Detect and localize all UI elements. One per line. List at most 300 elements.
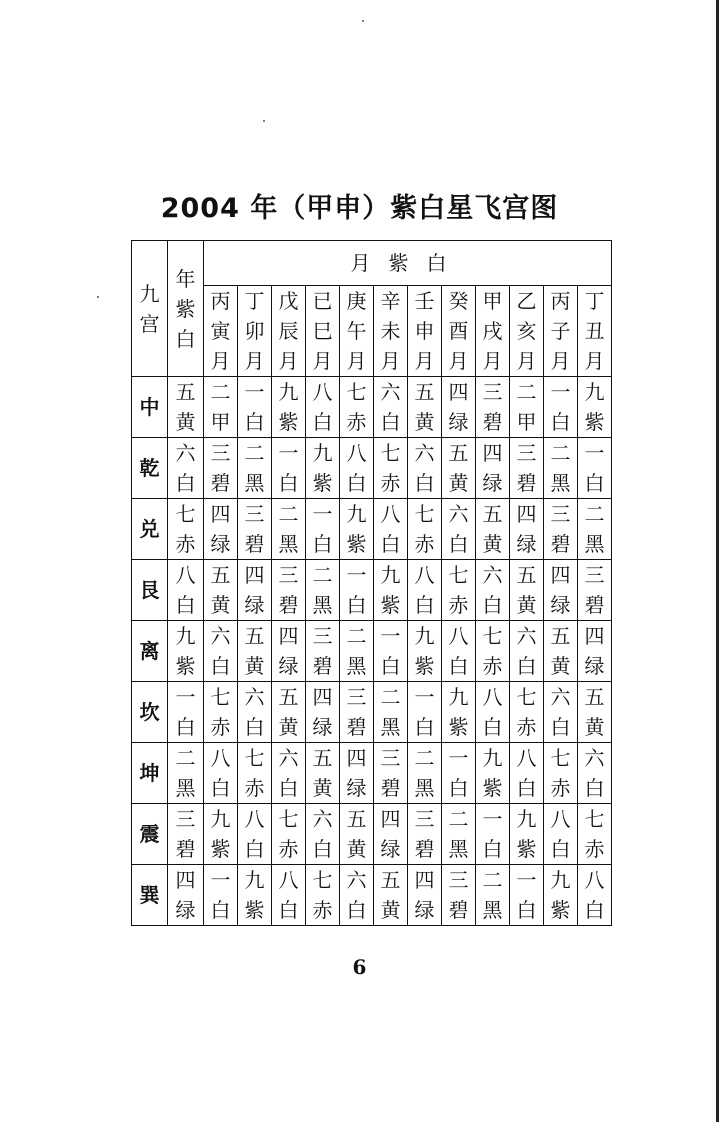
star-char: 白 xyxy=(516,776,537,800)
month-star-cell xyxy=(442,865,476,926)
star-char: 四 xyxy=(516,502,537,526)
star-char: 一 xyxy=(414,685,435,709)
month-star-cell xyxy=(340,621,374,682)
table-row xyxy=(132,682,612,743)
star-char: 五 xyxy=(584,685,605,709)
star-char: 白 xyxy=(210,654,231,678)
star-char: 碧 xyxy=(278,593,299,617)
star-char: 白 xyxy=(210,776,231,800)
month-star-cell xyxy=(238,743,272,804)
month-star-cell xyxy=(578,438,612,499)
star-char: 白 xyxy=(584,471,605,495)
month-name-char: 月 xyxy=(584,349,605,373)
month-name-char: 午 xyxy=(346,319,367,343)
month-star-cell xyxy=(306,804,340,865)
palace-cell: 巽 xyxy=(132,865,168,926)
star-char: 八 xyxy=(584,868,605,892)
star-char: 一 xyxy=(346,563,367,587)
month-name-cell xyxy=(408,286,442,377)
star-char: 二 xyxy=(346,624,367,648)
month-name-char: 月 xyxy=(414,349,435,373)
month-star-cell xyxy=(238,621,272,682)
month-star-cell xyxy=(408,743,442,804)
star-char: 赤 xyxy=(312,898,333,922)
month-star-cell xyxy=(408,377,442,438)
palace-cell: 兑 xyxy=(132,499,168,560)
month-star-cell xyxy=(510,804,544,865)
star-char: 一 xyxy=(380,624,401,648)
star-char: 四 xyxy=(482,441,503,465)
month-name-char: 戊 xyxy=(278,289,299,313)
star-char: 三 xyxy=(448,868,469,892)
star-char: 八 xyxy=(175,563,196,587)
star-char: 一 xyxy=(175,685,196,709)
star-char: 三 xyxy=(210,441,231,465)
star-char: 一 xyxy=(516,868,537,892)
month-star-cell xyxy=(204,560,238,621)
table-row xyxy=(132,499,612,560)
star-char: 白 xyxy=(278,776,299,800)
star-char: 四 xyxy=(244,563,265,587)
month-name-char: 戌 xyxy=(482,319,503,343)
month-name-char: 月 xyxy=(516,349,537,373)
star-char: 七 xyxy=(210,685,231,709)
star-char: 六 xyxy=(346,868,367,892)
star-char: 绿 xyxy=(244,593,265,617)
month-name-char: 丑 xyxy=(584,319,605,343)
month-star-cell xyxy=(374,499,408,560)
month-star-cell xyxy=(578,682,612,743)
star-char: 白 xyxy=(414,593,435,617)
star-char: 紫 xyxy=(346,532,367,556)
month-star-cell xyxy=(442,499,476,560)
star-char: 九 xyxy=(175,624,196,648)
star-char: 三 xyxy=(244,502,265,526)
year-header-char: 紫 xyxy=(175,296,196,321)
star-char: 二 xyxy=(244,441,265,465)
star-char: 六 xyxy=(312,807,333,831)
star-char: 黄 xyxy=(550,654,571,678)
star-char: 碧 xyxy=(550,532,571,556)
star-char: 绿 xyxy=(346,776,367,800)
month-star-cell xyxy=(578,499,612,560)
star-char: 黑 xyxy=(380,715,401,739)
month-star-cell xyxy=(408,499,442,560)
star-char: 九 xyxy=(380,563,401,587)
star-char: 碧 xyxy=(448,898,469,922)
month-star-cell xyxy=(306,377,340,438)
star-char: 九 xyxy=(550,868,571,892)
month-star-cell xyxy=(374,621,408,682)
star-char: 紫 xyxy=(516,837,537,861)
speck xyxy=(97,296,99,298)
month-star-cell xyxy=(272,865,306,926)
star-char: 七 xyxy=(278,807,299,831)
star-char: 白 xyxy=(210,898,231,922)
table-row xyxy=(132,621,612,682)
star-char: 四 xyxy=(448,380,469,404)
month-star-cell xyxy=(442,621,476,682)
month-star-cell xyxy=(510,377,544,438)
month-star-cell xyxy=(374,560,408,621)
star-char: 绿 xyxy=(278,654,299,678)
star-char: 六 xyxy=(482,563,503,587)
star-char: 绿 xyxy=(550,593,571,617)
star-char: 白 xyxy=(516,898,537,922)
star-char: 四 xyxy=(175,868,196,892)
month-name-cell xyxy=(510,286,544,377)
star-char: 黄 xyxy=(448,471,469,495)
star-char: 绿 xyxy=(414,898,435,922)
star-char: 黄 xyxy=(482,532,503,556)
star-char: 三 xyxy=(278,563,299,587)
month-star-cell xyxy=(510,560,544,621)
month-star-cell xyxy=(476,743,510,804)
star-char: 五 xyxy=(346,807,367,831)
star-char: 白 xyxy=(448,654,469,678)
star-char: 八 xyxy=(278,868,299,892)
star-char: 二 xyxy=(482,868,503,892)
star-char: 白 xyxy=(482,837,503,861)
month-star-cell xyxy=(306,621,340,682)
star-char: 甲 xyxy=(210,410,231,434)
table-row xyxy=(132,743,612,804)
star-char: 绿 xyxy=(312,715,333,739)
month-star-cell xyxy=(238,438,272,499)
month-star-cell xyxy=(510,743,544,804)
month-star-cell xyxy=(204,621,238,682)
star-char: 四 xyxy=(414,868,435,892)
star-char: 黄 xyxy=(210,593,231,617)
star-char: 白 xyxy=(380,654,401,678)
month-star-cell xyxy=(340,682,374,743)
flying-star-table xyxy=(131,240,612,926)
star-char: 三 xyxy=(312,624,333,648)
month-star-cell xyxy=(578,804,612,865)
star-char: 六 xyxy=(584,746,605,770)
star-char: 一 xyxy=(584,441,605,465)
star-char: 绿 xyxy=(584,654,605,678)
month-star-cell xyxy=(544,560,578,621)
star-char: 八 xyxy=(312,380,333,404)
month-name-char: 巳 xyxy=(312,319,333,343)
month-star-cell xyxy=(374,804,408,865)
star-char: 七 xyxy=(516,685,537,709)
star-char: 碧 xyxy=(482,410,503,434)
star-char: 七 xyxy=(550,746,571,770)
month-star-cell xyxy=(578,865,612,926)
month-star-cell xyxy=(272,743,306,804)
star-char: 碧 xyxy=(380,776,401,800)
month-star-cell xyxy=(442,682,476,743)
month-star-cell xyxy=(544,865,578,926)
year-star-cell xyxy=(168,499,204,560)
month-star-cell xyxy=(510,682,544,743)
month-name-char: 亥 xyxy=(516,319,537,343)
palace-cell: 中 xyxy=(132,377,168,438)
star-char: 九 xyxy=(210,807,231,831)
star-char: 四 xyxy=(210,502,231,526)
star-char: 白 xyxy=(244,837,265,861)
month-star-cell xyxy=(578,377,612,438)
month-star-cell xyxy=(476,682,510,743)
month-star-cell xyxy=(340,560,374,621)
month-star-cell xyxy=(272,377,306,438)
month-star-cell xyxy=(476,804,510,865)
star-char: 白 xyxy=(414,715,435,739)
month-star-cell xyxy=(340,438,374,499)
star-char: 赤 xyxy=(482,654,503,678)
star-char: 七 xyxy=(244,746,265,770)
star-char: 紫 xyxy=(550,898,571,922)
month-name-cell xyxy=(272,286,306,377)
month-star-cell xyxy=(544,804,578,865)
month-star-cell xyxy=(510,499,544,560)
star-char: 九 xyxy=(244,868,265,892)
month-name-char: 癸 xyxy=(448,289,469,313)
star-char: 赤 xyxy=(380,471,401,495)
star-char: 白 xyxy=(244,410,265,434)
palace-cell: 离 xyxy=(132,621,168,682)
month-name-char: 丙 xyxy=(550,289,571,313)
month-star-cell xyxy=(544,438,578,499)
year-header xyxy=(168,241,204,377)
star-char: 八 xyxy=(482,685,503,709)
star-char: 二 xyxy=(516,380,537,404)
star-char: 四 xyxy=(584,624,605,648)
month-name-char: 寅 xyxy=(210,319,231,343)
star-char: 黑 xyxy=(584,532,605,556)
star-char: 绿 xyxy=(380,837,401,861)
star-char: 黑 xyxy=(278,532,299,556)
star-char: 一 xyxy=(278,441,299,465)
star-char: 八 xyxy=(414,563,435,587)
star-char: 碧 xyxy=(244,532,265,556)
star-char: 甲 xyxy=(516,410,537,434)
month-star-cell xyxy=(306,682,340,743)
month-star-cell xyxy=(306,438,340,499)
month-star-cell xyxy=(374,865,408,926)
palace-cell: 震 xyxy=(132,804,168,865)
month-star-cell xyxy=(272,560,306,621)
month-name-cell xyxy=(374,286,408,377)
star-char: 白 xyxy=(346,593,367,617)
star-char: 白 xyxy=(380,410,401,434)
star-char: 白 xyxy=(414,471,435,495)
speck xyxy=(362,20,364,22)
month-star-cell xyxy=(510,438,544,499)
star-char: 赤 xyxy=(278,837,299,861)
star-char: 白 xyxy=(550,715,571,739)
star-char: 白 xyxy=(482,715,503,739)
page-number: 6 xyxy=(352,955,367,979)
star-char: 五 xyxy=(550,624,571,648)
year-star-cell xyxy=(168,804,204,865)
star-char: 白 xyxy=(584,776,605,800)
star-char: 黄 xyxy=(516,593,537,617)
month-name-char: 丁 xyxy=(244,289,265,313)
month-star-cell xyxy=(238,682,272,743)
month-name-char: 月 xyxy=(278,349,299,373)
month-star-cell xyxy=(408,560,442,621)
month-name-char: 月 xyxy=(448,349,469,373)
star-char: 九 xyxy=(584,380,605,404)
star-char: 白 xyxy=(175,593,196,617)
star-char: 三 xyxy=(346,685,367,709)
month-star-cell xyxy=(374,682,408,743)
star-char: 六 xyxy=(175,441,196,465)
month-star-cell xyxy=(476,621,510,682)
star-char: 紫 xyxy=(380,593,401,617)
month-star-cell xyxy=(544,499,578,560)
star-char: 黄 xyxy=(175,410,196,434)
month-star-cell xyxy=(340,377,374,438)
table-row xyxy=(132,377,612,438)
month-name-char: 庚 xyxy=(346,289,367,313)
star-char: 白 xyxy=(312,837,333,861)
star-char: 五 xyxy=(210,563,231,587)
star-char: 三 xyxy=(414,807,435,831)
month-star-cell xyxy=(204,438,238,499)
month-name-cell xyxy=(238,286,272,377)
star-char: 一 xyxy=(210,868,231,892)
star-char: 赤 xyxy=(175,532,196,556)
month-star-cell xyxy=(408,804,442,865)
month-star-cell xyxy=(306,560,340,621)
month-star-cell xyxy=(476,499,510,560)
month-star-cell xyxy=(510,621,544,682)
star-char: 一 xyxy=(312,502,333,526)
month-name-cell xyxy=(204,286,238,377)
month-star-cell xyxy=(272,438,306,499)
star-char: 九 xyxy=(346,502,367,526)
star-char: 白 xyxy=(278,898,299,922)
star-char: 碧 xyxy=(414,837,435,861)
month-star-cell xyxy=(442,560,476,621)
star-char: 赤 xyxy=(550,776,571,800)
star-char: 五 xyxy=(516,563,537,587)
year-star-cell xyxy=(168,560,204,621)
month-name-char: 丁 xyxy=(584,289,605,313)
month-star-cell xyxy=(204,499,238,560)
star-char: 四 xyxy=(346,746,367,770)
month-star-cell xyxy=(408,682,442,743)
star-char: 八 xyxy=(210,746,231,770)
month-star-cell xyxy=(544,682,578,743)
star-char: 碧 xyxy=(175,837,196,861)
star-char: 绿 xyxy=(448,410,469,434)
star-char: 五 xyxy=(414,380,435,404)
month-star-cell xyxy=(476,438,510,499)
month-name-char: 卯 xyxy=(244,319,265,343)
month-star-cell xyxy=(238,865,272,926)
month-star-cell xyxy=(272,499,306,560)
star-char: 黑 xyxy=(550,471,571,495)
month-star-cell xyxy=(408,621,442,682)
star-char: 六 xyxy=(244,685,265,709)
star-char: 白 xyxy=(448,532,469,556)
star-char: 五 xyxy=(448,441,469,465)
month-star-cell xyxy=(306,865,340,926)
star-char: 碧 xyxy=(584,593,605,617)
year-header-char: 年 xyxy=(175,266,196,291)
star-char: 黑 xyxy=(482,898,503,922)
month-name-cell xyxy=(544,286,578,377)
year-star-cell xyxy=(168,682,204,743)
star-char: 三 xyxy=(516,441,537,465)
star-char: 一 xyxy=(244,380,265,404)
month-star-cell xyxy=(238,377,272,438)
star-char: 二 xyxy=(414,746,435,770)
star-char: 白 xyxy=(380,532,401,556)
month-star-cell xyxy=(374,377,408,438)
star-char: 九 xyxy=(414,624,435,648)
star-char: 紫 xyxy=(312,471,333,495)
month-star-cell xyxy=(238,804,272,865)
month-star-cell xyxy=(408,865,442,926)
star-char: 紫 xyxy=(278,410,299,434)
star-char: 二 xyxy=(584,502,605,526)
star-char: 八 xyxy=(244,807,265,831)
star-char: 七 xyxy=(380,441,401,465)
star-char: 九 xyxy=(312,441,333,465)
star-char: 黄 xyxy=(346,837,367,861)
month-star-cell xyxy=(544,743,578,804)
star-char: 三 xyxy=(380,746,401,770)
month-name-char: 申 xyxy=(414,319,435,343)
month-name-char: 月 xyxy=(380,349,401,373)
star-char: 黄 xyxy=(414,410,435,434)
star-char: 一 xyxy=(482,807,503,831)
star-char: 六 xyxy=(278,746,299,770)
month-name-char: 子 xyxy=(550,319,571,343)
speck xyxy=(263,120,265,122)
palace-header xyxy=(132,241,168,377)
palace-cell: 坎 xyxy=(132,682,168,743)
month-name-cell xyxy=(578,286,612,377)
star-char: 白 xyxy=(175,471,196,495)
star-char: 赤 xyxy=(516,715,537,739)
star-char: 二 xyxy=(380,685,401,709)
star-char: 二 xyxy=(210,380,231,404)
star-char: 赤 xyxy=(584,837,605,861)
month-star-cell xyxy=(340,499,374,560)
month-name-char: 壬 xyxy=(414,289,435,313)
table-row xyxy=(132,804,612,865)
star-char: 白 xyxy=(312,410,333,434)
month-star-cell xyxy=(544,377,578,438)
month-star-cell xyxy=(476,865,510,926)
star-char: 六 xyxy=(414,441,435,465)
star-char: 黄 xyxy=(312,776,333,800)
month-star-cell xyxy=(442,804,476,865)
star-char: 白 xyxy=(312,532,333,556)
star-char: 八 xyxy=(550,807,571,831)
month-star-cell xyxy=(476,377,510,438)
star-char: 白 xyxy=(584,898,605,922)
star-char: 八 xyxy=(346,441,367,465)
star-char: 白 xyxy=(550,837,571,861)
star-char: 二 xyxy=(278,502,299,526)
star-char: 八 xyxy=(380,502,401,526)
star-char: 紫 xyxy=(175,654,196,678)
star-char: 紫 xyxy=(584,410,605,434)
month-star-cell xyxy=(272,621,306,682)
month-name-char: 甲 xyxy=(482,289,503,313)
star-char: 白 xyxy=(482,593,503,617)
star-char: 碧 xyxy=(312,654,333,678)
star-char: 七 xyxy=(482,624,503,648)
